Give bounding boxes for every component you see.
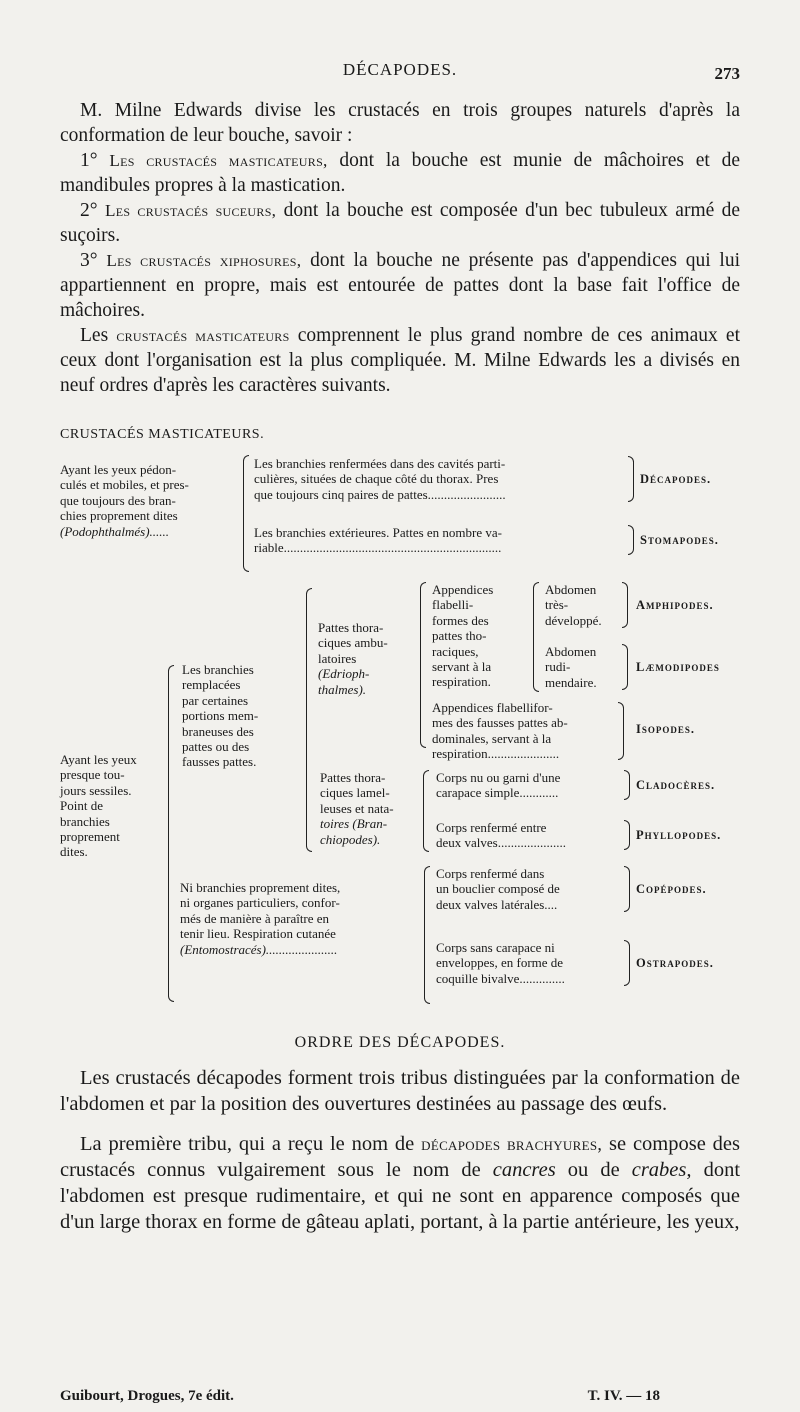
order-cladoceres: Cladocères. <box>636 778 716 792</box>
order-isopodes: Isopodes. <box>636 722 696 736</box>
pattes-lamelleuses: Pattes thora- ciques lamel- leuses et nata- toires (Bran- chiopodes). <box>320 770 394 847</box>
order-stomapodes: Stomapodes. <box>640 533 719 547</box>
stomapodes-characters: Les branchies extérieures. Pattes en nombre va- riable................................................................... <box>254 525 502 556</box>
brace-sessile-eyes <box>168 665 174 1002</box>
running-title: DÉCAPODES. <box>342 60 458 79</box>
sessile-eyes-group: Ayant les yeux presque tou- jours sessiles. Point de branchies proprement dites. <box>60 752 137 860</box>
phyllopodes-characters: Corps renfermé entre deux valves..................... <box>436 820 566 851</box>
isopodes-characters: Appendices flabellifor- mes des fausses pattes ab- dominales, servant à la respiration...................... <box>432 700 568 762</box>
podophthalmes-group: Ayant les yeux pédon- culés et mobiles, et pres- que toujours des bran- chies proprement dites (Podophthalmés)...... <box>60 462 189 539</box>
pattes-ambulatoires: Pattes thora- ciques ambu- latoires (Edrioph- thalmes). <box>318 620 388 697</box>
copepodes-characters: Corps renfermé dans un bouclier composé de deux valves latérales.... <box>436 866 560 912</box>
amphipodes-characters: Abdomen très- développé. <box>545 582 602 628</box>
page-number: 273 <box>714 64 740 83</box>
appendices-flabelliformes: Appendices flabelli- formes des pattes tho- raciques, servant à la respiration. <box>432 582 494 690</box>
brace-appendices <box>533 582 539 692</box>
brace-isopodes <box>618 702 624 760</box>
footer-signature: T. IV. — 18 <box>587 1388 660 1404</box>
classification-heading: CRUSTACÉS MASTICATEURS. <box>60 427 265 442</box>
page-header <box>60 60 740 90</box>
brace-pattes-ambulatoires <box>420 582 426 748</box>
brace-branchies-remplacees <box>306 588 312 852</box>
group-item-1: 1° Les crustacés masticateurs, dont la bouche est munie de mâchoires et de mandibules propres à la mastication. <box>60 150 740 196</box>
order-decapodes: Décapodes. <box>640 472 712 486</box>
order-laemodipodes: Læmodipodes <box>636 660 720 674</box>
decapodes-characters: Les branchies renfermées dans des cavités parti- culières, situées de chaque côté du thorax. Pres que toujours cinq paires de pattes........................ <box>254 456 506 502</box>
order-amphipodes: Amphipodes. <box>636 598 714 612</box>
tribus-paragraph: Les crustacés décapodes forment trois tribus distinguées par la conformation de l'abdomen et par la position des ouvertures destinées au passage des œufs. <box>60 1067 740 1115</box>
intro-text <box>60 98 740 398</box>
laemodipodes-characters: Abdomen rudi- mendaire. <box>545 644 597 690</box>
ostrapodes-characters: Corps sans carapace ni enveloppes, en forme de coquille bivalve.............. <box>436 940 565 986</box>
group-item-2: 2° Les crustacés suceurs, dont la bouche est composée d'un bec tubuleux armé de suçoirs. <box>60 200 741 246</box>
masticateurs-paragraph: Les crustacés masticateurs comprennent le plus grand nombre de ces animaux et ceux dont l'organisation est la plus compliquée. M. Milne Edwards les a divisés en neuf ordres d'après les caractères suivants. <box>60 325 740 396</box>
order-copepodes: Copépodes. <box>636 882 707 896</box>
decapodes-text <box>60 1065 740 1235</box>
brace-phyllopodes <box>624 820 630 850</box>
branchies-remplacees: Les branchies remplacées par certaines portions mem- braneuses des pattes ou des fausses pattes. <box>182 662 259 770</box>
brace-entomostraces <box>424 866 430 1004</box>
brace-copepodes <box>624 866 630 912</box>
brace-podophthalmes <box>243 455 249 572</box>
brace-laemodipodes <box>622 644 628 690</box>
order-phyllopodes: Phyllopodes. <box>636 828 722 842</box>
cladoceres-characters: Corps nu ou garni d'une carapace simple............ <box>436 770 561 801</box>
brace-amphipodes <box>622 582 628 628</box>
intro-paragraph: M. Milne Edwards divise les crustacés en trois groupes naturels d'après la conformation de leur bouche, savoir : <box>60 100 740 146</box>
brace-pattes-lamelleuses <box>423 770 429 852</box>
order-ostrapodes: Ostrapodes. <box>636 956 714 970</box>
brace-cladoceres <box>624 770 630 800</box>
section-title: ORDRE DES DÉCAPODES. <box>294 1034 506 1051</box>
brace-stomapodes <box>628 525 634 555</box>
brace-ostrapodes <box>624 940 630 986</box>
entomostraces-group: Ni branchies proprement dites, ni organes particuliers, confor- més de manière à paraître en tenir lieu. Respiration cutanée (Entomostracés)...................... <box>180 880 341 957</box>
group-item-3: 3° Les crustacés xiphosures, dont la bouche ne présente pas d'appendices qui lui appartiennent en propre, mais est entourée de pattes dont la base fait l'office de mâchoires. <box>60 250 741 321</box>
footer-source: Guibourt, Drogues, 7e édit. <box>60 1388 234 1404</box>
brace-decapodes <box>628 456 634 502</box>
brachyures-paragraph: La première tribu, qui a reçu le nom de décapodes brachyures, se compose des crustacés connus vulgairement sous le nom de cancres ou de crabes, dont l'abdomen est presque rudimentaire, et qui ne sont en apparence composés que d'un large thorax en forme de gâteau aplati, portant, à la partie antérieure, les yeux, <box>60 1133 741 1233</box>
